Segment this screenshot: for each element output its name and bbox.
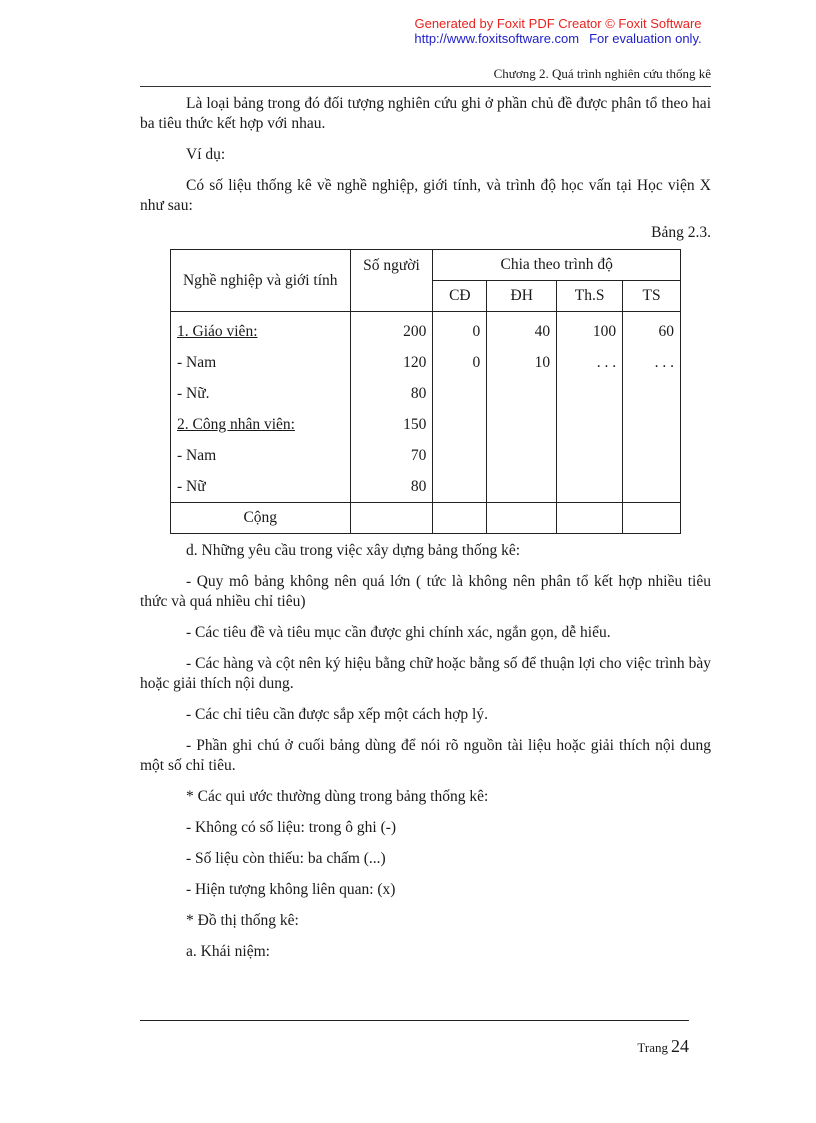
cell-cd: 0 <box>433 312 487 348</box>
foxit-watermark <box>360 16 756 46</box>
paragraph: - Các chỉ tiêu cần được sắp xếp một cách hợp lý. <box>186 706 488 723</box>
table-row <box>171 378 681 409</box>
chapter-header: Chương 2. Quá trình nghiên cứu thống kê <box>493 66 711 81</box>
cell-ths <box>557 440 623 471</box>
cell-ths <box>557 471 623 503</box>
cell-dh: 10 <box>487 347 557 378</box>
cell-count: 80 <box>350 471 433 503</box>
table-row <box>171 471 681 503</box>
paragraph: * Các qui ước thường dùng trong bảng thống kê: <box>186 788 489 805</box>
cell-ts <box>623 471 681 503</box>
cell-ths <box>557 378 623 409</box>
table-total-row <box>171 503 681 534</box>
header-cd: CĐ <box>433 281 487 312</box>
paragraph: - Quy mô bảng không nên quá lớn ( tức là không nên phân tổ kết hợp nhiều tiêu thức và quá nhiều chỉ tiêu) <box>140 573 711 610</box>
watermark-line-2 <box>360 31 756 46</box>
cell-ts <box>623 378 681 409</box>
cell-ths: . . . <box>557 347 623 378</box>
paragraph: - Số liệu còn thiếu: ba chấm (...) <box>186 850 386 867</box>
paragraph: - Các hàng và cột nên ký hiệu bằng chữ hoặc bằng số để thuận lợi cho việc trình bày hoặc giải thích nội dung. <box>140 655 711 692</box>
header-ths: Th.S <box>557 281 623 312</box>
row-label: - Nữ. <box>171 378 351 409</box>
cell-dh <box>487 440 557 471</box>
watermark-note: For evaluation only. <box>589 31 702 46</box>
row-label: - Nam <box>171 347 351 378</box>
paragraph: - Hiện tượng không liên quan: (x) <box>186 881 396 898</box>
cell-ths: 100 <box>557 312 623 348</box>
table-row <box>171 440 681 471</box>
row-label: - Nữ <box>171 471 351 503</box>
row-label: - Nam <box>171 440 351 471</box>
table-caption: Bảng 2.3. <box>651 224 711 241</box>
cell-count: 150 <box>350 409 433 440</box>
cell-ths <box>557 409 623 440</box>
cell-ts: . . . <box>623 347 681 378</box>
paragraph: Ví dụ: <box>186 146 226 163</box>
cell-cd: 0 <box>433 347 487 378</box>
paragraph: - Các tiêu đề và tiêu mục cần được ghi chính xác, ngắn gọn, dễ hiểu. <box>186 624 611 641</box>
row-label: 1. Giáo viên: <box>177 322 258 340</box>
watermark-line-1: Generated by Foxit PDF Creator © Foxit Software <box>414 16 702 31</box>
cell-count: 120 <box>350 347 433 378</box>
cell-cd <box>433 440 487 471</box>
cell-cd <box>433 378 487 409</box>
row-label: 2. Công nhân viên: <box>177 415 295 433</box>
page-number-value: 24 <box>671 1036 689 1056</box>
paragraph: Là loại bảng trong đó đối tượng nghiên cứu ghi ở phần chủ đề được phân tổ theo hai ba tiêu thức kết hợp với nhau. <box>140 95 711 132</box>
page-body <box>140 94 711 973</box>
table-row <box>171 409 681 440</box>
cell-count <box>350 503 433 534</box>
cell-dh <box>487 378 557 409</box>
cell-count: 70 <box>350 440 433 471</box>
cell-cd <box>433 409 487 440</box>
cell-count: 200 <box>350 312 433 348</box>
table-row <box>171 347 681 378</box>
cell-count: 80 <box>350 378 433 409</box>
paragraph: Có số liệu thống kê về nghề nghiệp, giới tính, và trình độ học vấn tại Học viện X như sau: <box>140 177 711 214</box>
cell-dh: 40 <box>487 312 557 348</box>
header-occupation: Nghề nghiệp và giới tính <box>171 250 351 312</box>
total-label: Cộng <box>171 503 351 534</box>
header-ts: TS <box>623 281 681 312</box>
cell-ts <box>623 409 681 440</box>
cell-ts: 60 <box>623 312 681 348</box>
paragraph: - Phần ghi chú ở cuối bảng dùng để nói rõ nguồn tài liệu hoặc giải thích nội dung một số chỉ tiêu. <box>140 737 711 774</box>
cell-ts <box>623 440 681 471</box>
section-heading: d. Những yêu cầu trong việc xây dựng bảng thống kê: <box>186 542 521 559</box>
section-heading: a. Khái niệm: <box>186 943 270 960</box>
header-education-group: Chia theo trình độ <box>433 250 681 281</box>
header-divider <box>140 86 711 87</box>
header-count: Số người <box>350 250 433 312</box>
table-row <box>171 312 681 348</box>
footer-divider <box>140 1020 689 1021</box>
watermark-url[interactable]: http://www.foxitsoftware.com <box>414 31 580 46</box>
cell-ths <box>557 503 623 534</box>
section-heading: * Đồ thị thống kê: <box>186 912 299 929</box>
cell-cd <box>433 503 487 534</box>
statistics-table <box>170 249 681 534</box>
cell-dh <box>487 471 557 503</box>
cell-dh <box>487 409 557 440</box>
paragraph: - Không có số liệu: trong ô ghi (-) <box>186 819 397 836</box>
cell-cd <box>433 471 487 503</box>
page-number <box>560 1036 689 1057</box>
header-dh: ĐH <box>487 281 557 312</box>
page-label: Trang <box>637 1040 668 1055</box>
cell-ts <box>623 503 681 534</box>
cell-dh <box>487 503 557 534</box>
